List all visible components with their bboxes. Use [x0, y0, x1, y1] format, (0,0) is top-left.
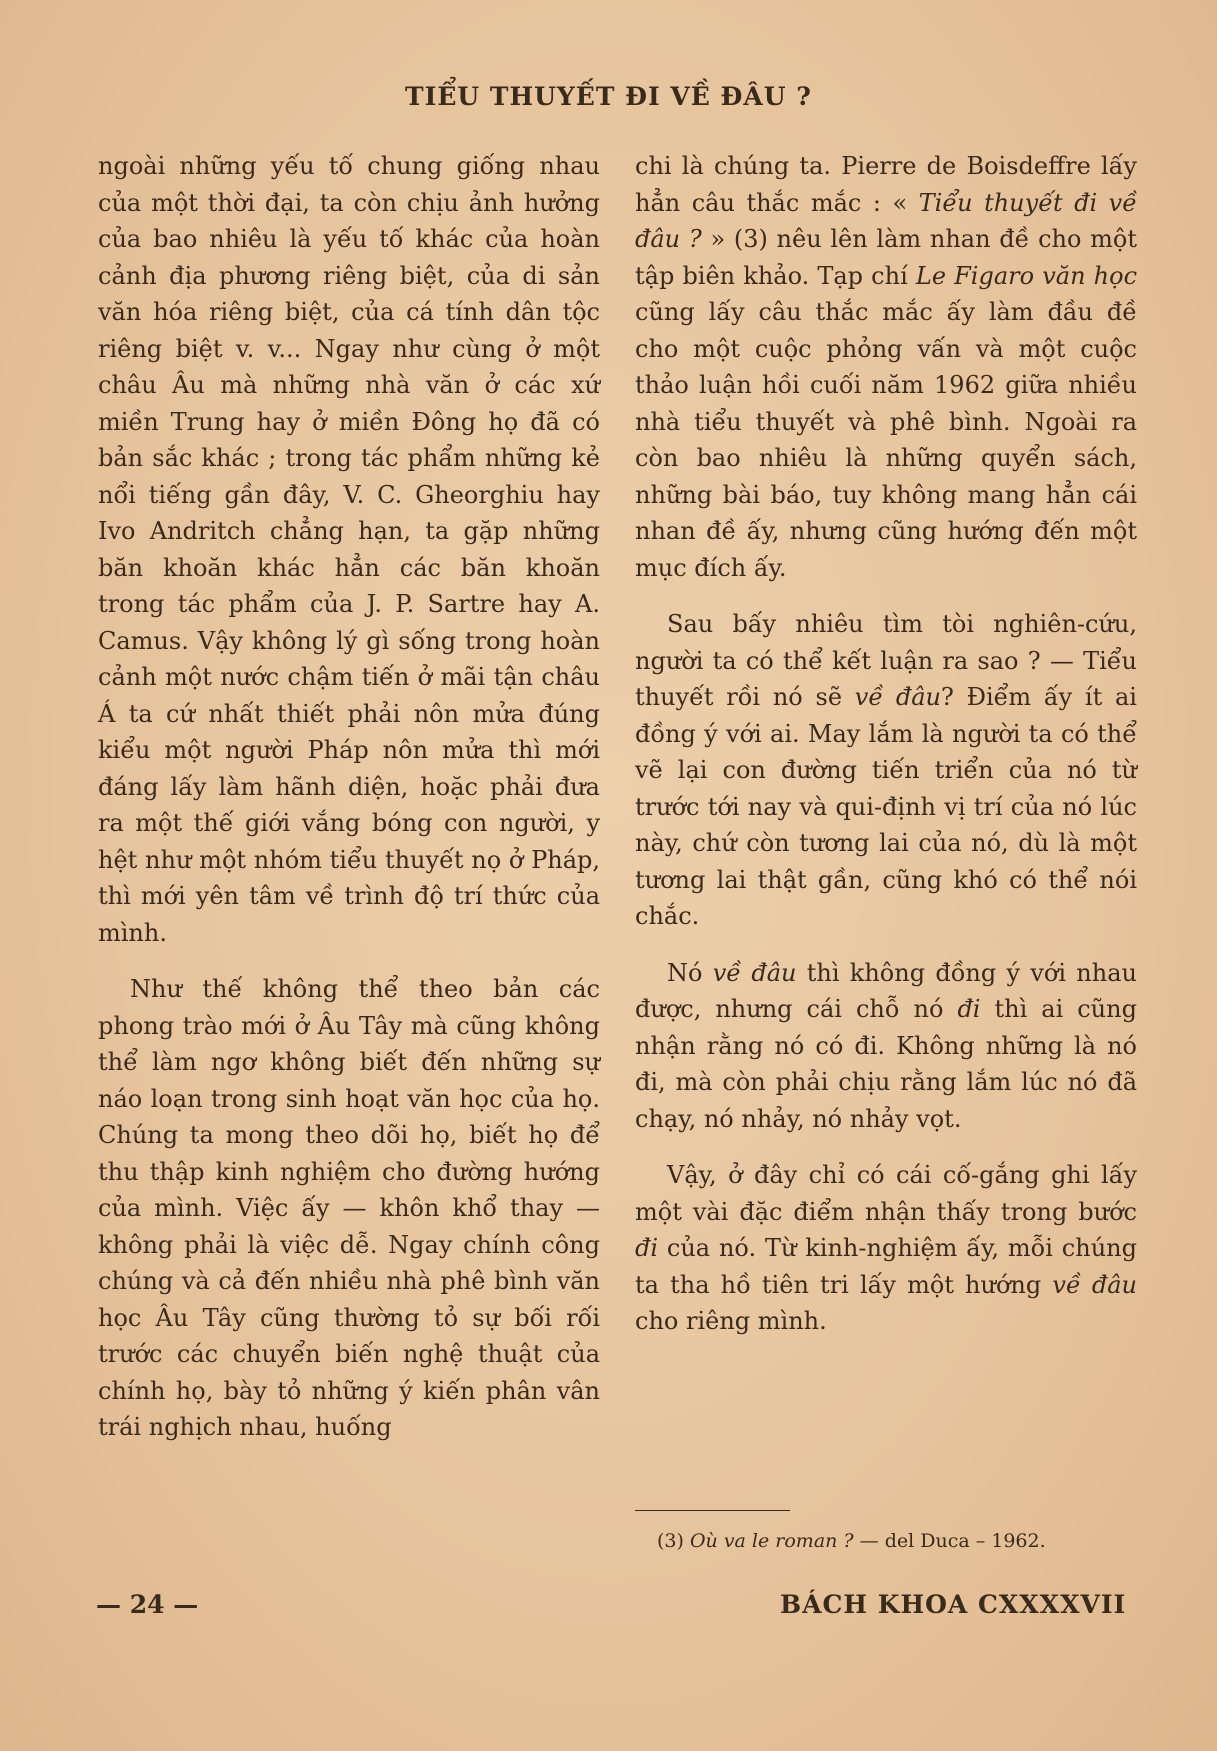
right-paragraph-1: chi là chúng ta. Pierre de Boisdeffre lấy hẳn câu thắc mắc : « Tiểu thuyết đi về đâu ? » (3) nêu lên làm nhan đề cho một tập biên khảo. Tạp chí Le Figaro văn học cũng lấy câu thắc mắc ấy làm đầu đề cho một cuộc phỏng vấn và một cuộc thảo luận hồi cuối năm 1962 giữa nhiều nhà tiểu thuyết và phê bình. Ngoài ra còn bao nhiêu là những quyển sách, những bài báo, tuy không mang hẳn cái nhan đề ấy, nhưng cũng hướng đến một mục đích ấy. — [635, 152, 1138, 582]
left-paragraph-1: ngoài những yếu tố chung giống nhau của một thời đại, ta còn chịu ảnh hưởng của bao nhiêu là yếu tố khác của hoàn cảnh địa phương riêng biệt, của di sản văn hóa riêng biệt, của cá tính dân tộc riêng biệt v. v... Ngay như cùng ở một châu Âu mà những nhà văn ở các xứ miền Trung hay ở miền Đông họ đã có bản sắc khác ; trong tác phẩm những kẻ nổi tiếng gần đây, V. C. Gheorghiu hay Ivo Andritch chẳng hạn, ta gặp những băn khoăn khác hẳn các băn khoăn trong tác phẩm của J. P. Sartre hay A. Camus. Vậy không lý gì sống trong hoàn cảnh một nước chậm tiến ở mãi tận châu Á ta cứ nhất thiết phải nôn mửa đúng kiểu một người Pháp nôn mửa thì mới đáng lấy làm hãnh diện, hoặc phải đưa ra một thế giới vắng bóng con người, y hệt như một nhóm tiểu thuyết nọ ở Pháp, thì mới yên tâm về trình độ trí thức của mình. — [98, 152, 600, 947]
left-paragraph-2: Như thế không thể theo bản các phong trào mới ở Âu Tây mà cũng không thể làm ngơ không biết đến những sự náo loạn trong sinh hoạt văn học của họ. Chúng ta mong theo dõi họ, biết họ để thu thập kinh nghiệm cho đường hướng của mình. Việc ấy — khôn khổ thay — không phải là việc dễ. Ngay chính công chúng và cả đến nhiều nhà phê bình văn học Âu Tây cũng thường tỏ sự bối rối trước các chuyển biến nghệ thuật của chính họ, bày tỏ những ý kiến phân vân trái nghịch nhau, huống — [98, 975, 600, 1441]
right-column — [635, 148, 1137, 1340]
magazine-name: BÁCH KHOA CXXXXVII — [780, 1590, 1127, 1619]
magazine-title-italic: Le Figaro văn học — [915, 261, 1138, 290]
footnote: (3) Où va le roman ? — del Duca – 1962. — [657, 1530, 1046, 1552]
footnote-rule — [635, 1510, 790, 1511]
book-title-italic: Tiểu thuyết đi về đâu ? — [635, 188, 1137, 253]
left-column — [98, 148, 600, 1446]
right-paragraph-4: Vậy, ở đây chỉ có cái cố-gắng ghi lấy một vài đặc điểm nhận thấy trong bước đi của nó. Từ kinh-nghiệm ấy, mỗi chúng ta tha hồ tiên tri lấy một hướng về đâu cho riêng mình. — [635, 1161, 1138, 1335]
right-paragraph-2: Sau bấy nhiêu tìm tòi nghiên-cứu, người ta có thể kết luận ra sao ? — Tiểu thuyết rồi nó sẽ về đâu? Điểm ấy ít ai đồng ý với ai. May lắm là người ta có thể vẽ lại con đường tiến triển của nó từ trước tới nay và qui-định vị trí của nó lúc này, chứ còn tương lai của nó, dù là một tương lai thật gần, cũng khó có thể nói chắc. — [635, 610, 1137, 930]
page-number: — 24 — — [96, 1590, 199, 1619]
right-paragraph-3: Nó về đâu thì không đồng ý với nhau được, nhưng cái chỗ nó đi thì ai cũng nhận rằng nó có đi. Không những là nó đi, mà còn phải chịu rằng lắm lúc nó đã chạy, nó nhảy, nó nhảy vọt. — [635, 958, 1137, 1133]
running-header: TIỂU THUYẾT ĐI VỀ ĐÂU ? — [405, 82, 812, 111]
